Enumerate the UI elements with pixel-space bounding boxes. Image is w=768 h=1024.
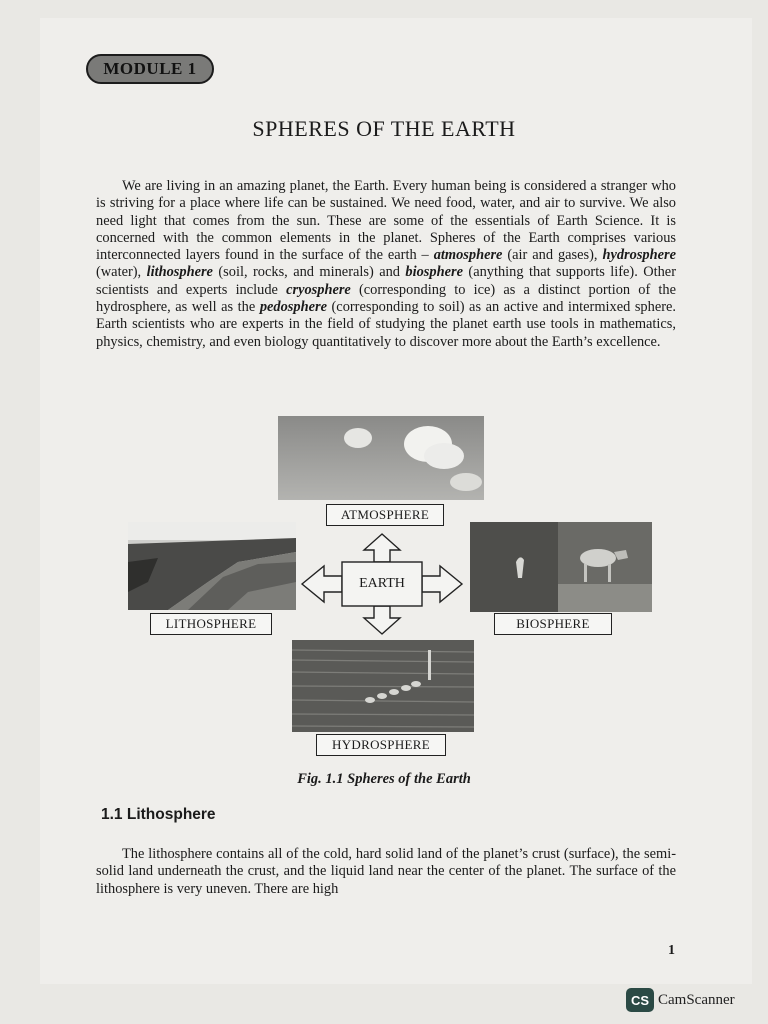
intro-paragraph bbox=[96, 178, 676, 351]
earth-label: EARTH bbox=[359, 576, 405, 591]
intro-text: (air and gases), bbox=[502, 247, 603, 264]
arrow-left-icon bbox=[302, 566, 342, 602]
biosphere-photo bbox=[470, 522, 652, 612]
intro-text: (anything that supports life). Other scientists and experts include bbox=[96, 264, 676, 298]
term-hydrosphere: hydrosphere bbox=[602, 247, 677, 264]
page-title: SPHERES OF THE EARTH bbox=[252, 116, 516, 141]
section-text: The lithosphere contains all of the cold, hard solid land of the planet’s crust (surface), the semi-solid land underneath the crust, and the liquid land near the center of the planet. The surface of the lithosphere is very uneven. There are high bbox=[96, 846, 676, 897]
hydrosphere-photo bbox=[292, 640, 474, 732]
page-number: 1 bbox=[668, 943, 675, 958]
atmosphere-photo bbox=[278, 416, 484, 500]
term-cryosphere: cryosphere bbox=[286, 281, 351, 298]
intro-text: (corresponding to soil) as an active and intermixed sphere. Earth scientists who are experts in the field of studying the planet earth use tools in mathematics, physics, chemistry, and even biology quantitatively to discover more about the Earth’s excellence. bbox=[96, 299, 676, 350]
intro-text: We are living in an amazing planet, the Earth. Every human being is considered a stranger who is striving for a place where life can be sustained. We need food, water, and air to survive. We also need light that comes from the sun. These are some of the essentials of Earth Science. It is concerned with the common elements in the planet. Spheres of the Earth comprises various interconnected layers found in the surface of the earth – bbox=[96, 178, 676, 264]
term-lithosphere: lithosphere bbox=[146, 264, 213, 281]
lithosphere-photo bbox=[128, 522, 296, 610]
atmosphere-label: ATMOSPHERE bbox=[326, 504, 444, 526]
term-pedosphere: pedosphere bbox=[259, 299, 327, 316]
intro-text: (corresponding to ice) as a distinct portion of the hydrosphere, as well as the bbox=[96, 281, 676, 316]
biosphere-label: BIOSPHERE bbox=[494, 613, 612, 635]
intro-text: (soil, rocks, and minerals) and bbox=[212, 264, 406, 281]
earth-diagram bbox=[298, 532, 466, 636]
section-paragraph bbox=[96, 846, 676, 898]
term-atmosphere: atmosphere bbox=[433, 247, 503, 264]
section-heading: 1.1 Lithosphere bbox=[101, 806, 216, 823]
arrow-up-icon bbox=[364, 534, 400, 562]
term-biosphere: biosphere bbox=[405, 264, 463, 281]
module-badge: MODULE 1 bbox=[86, 54, 214, 84]
camscanner-text: CamScanner bbox=[658, 991, 735, 1008]
lithosphere-label: LITHOSPHERE bbox=[150, 613, 272, 635]
camscanner-logo-icon: CS bbox=[626, 988, 654, 1012]
arrow-down-icon bbox=[364, 606, 400, 634]
intro-text: (water), bbox=[96, 264, 147, 281]
figure-caption: Fig. 1.1 Spheres of the Earth bbox=[297, 771, 471, 787]
camscanner-watermark bbox=[626, 988, 735, 1012]
hydrosphere-label: HYDROSPHERE bbox=[316, 734, 446, 756]
arrow-right-icon bbox=[422, 566, 462, 602]
document-page bbox=[40, 18, 752, 984]
